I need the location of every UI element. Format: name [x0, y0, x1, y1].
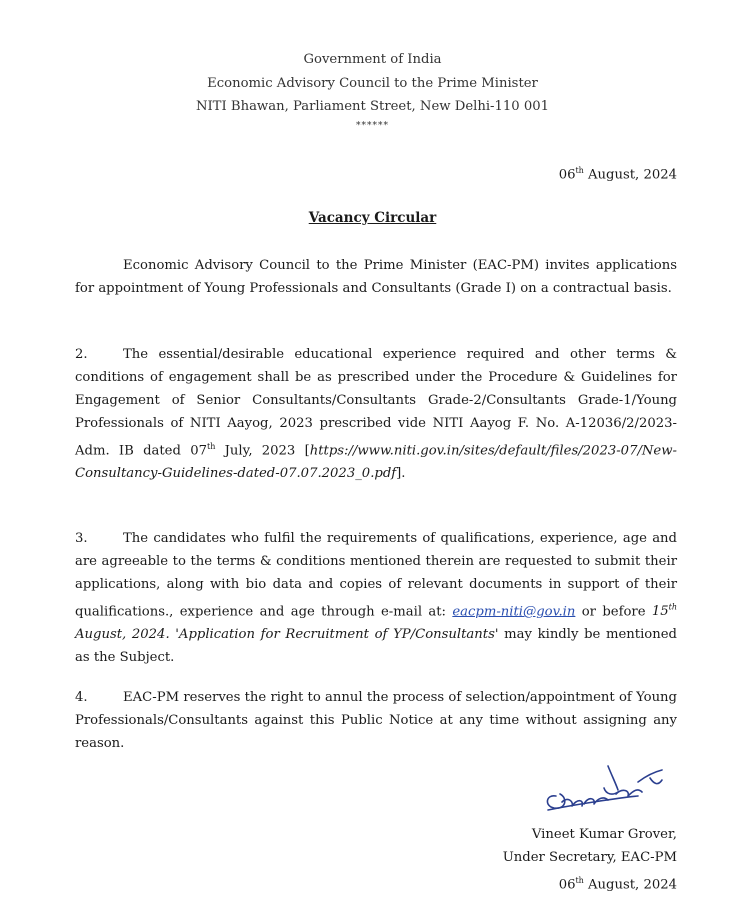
paragraph-1: Economic Advisory Council to the Prime Minister (EAC-PM) invites applications for appointment of Young Professionals and Consultants (Grade I) on a contractual basis. — [75, 258, 677, 296]
signatory-name: Vineet Kumar Grover, — [531, 827, 677, 842]
signatory-block — [503, 823, 677, 896]
paragraph-3: 3. The candidates who fulfil the requirements of qualifications, experience, age and are agreeable to the terms & conditions mentioned therein are requested to submit their applications, along with bio data and copies of relevant documents in support of their qualifications., experience and age through e-mail at: eacpm-niti@gov.in or before 15th August, 2024. 'Application for Recruitment of YP/Consultants' may kindly be mentioned as the Subject. — [75, 531, 678, 666]
signatory-date: 06th August, 2024 — [558, 876, 677, 893]
header-line-government: Government of India — [303, 52, 442, 67]
header-stars: ****** — [356, 121, 389, 131]
header-line-council: Economic Advisory Council to the Prime Minister — [207, 76, 538, 91]
header-line-address: NITI Bhawan, Parliament Street, New Delhi-110 001 — [195, 99, 550, 114]
document-title: Vacancy Circular — [308, 210, 437, 226]
email-link[interactable]: eacpm-niti@gov.in — [452, 604, 576, 620]
application-subject: 'Application for Recruitment of YP/Consultants' — [175, 627, 499, 643]
handwritten-signature — [538, 758, 668, 816]
paragraph-2: 2. The essential/desirable educational experience required and other terms & conditions of engagement shall be as prescribed under the Procedure & Guidelines for Engagement of Senior Consultants/Consultants Grade-2/Consultants Grade-1/Young Professionals of NITI Aayog, 2023 prescribed vide NITI Aayog F. No. A-12036/2/2023-Adm. IB dated 07th July, 2023 [https://www.niti.gov.in/sites/default/files/2023-07/New-Consultancy-Guidelines-dated-07.07.2023_0.pdf]. — [75, 347, 677, 482]
guidelines-url[interactable]: https://www.niti.gov.in/sites/default/files/2023-07/New-Consultancy-Guidelines-dated-07.07.2023_0.pdf — [75, 443, 677, 482]
paragraph-4: 4. EAC-PM reserves the right to annul the process of selection/appointment of Young Professionals/Consultants against this Public Notice at any time without assigning any reason. — [75, 690, 677, 751]
issue-date: 06th August, 2024 — [558, 166, 677, 183]
signatory-designation: Under Secretary, EAC-PM — [502, 850, 677, 865]
